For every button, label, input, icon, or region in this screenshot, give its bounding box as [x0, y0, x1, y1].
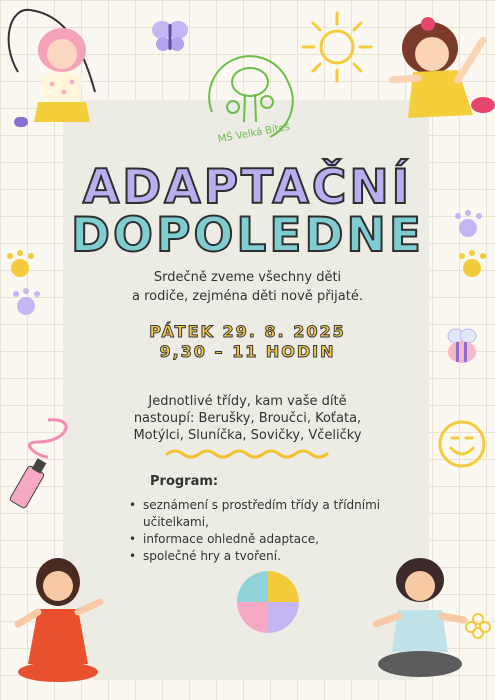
- classes-text: [80, 393, 415, 444]
- program-list: [129, 497, 409, 565]
- title-line1: ADAPTAČNÍ: [82, 160, 413, 215]
- smiley-icon: [436, 418, 488, 470]
- child-sitting-icon: [370, 552, 470, 692]
- title-line2: DOPOLEDNE: [71, 208, 424, 263]
- paint-handprints-icon: [4, 248, 52, 328]
- classes-line3: Motýlci, Sluníčka, Sovičky, Včeličky: [133, 428, 362, 443]
- invitation-line1: Srdečně zveme všechny děti: [153, 270, 342, 285]
- classes-line1: Jednotlivé třídy, kam vaše dítě: [148, 394, 347, 409]
- program-item: • seznámení s prostředím třídy a třídními učitelkami,: [129, 497, 409, 531]
- paint-handprints-right-icon: [448, 210, 493, 290]
- program-item: • informace ohledně adaptace,: [129, 531, 409, 548]
- girl-jump-rope-icon: [0, 2, 115, 137]
- event-datetime: [80, 322, 415, 362]
- logo-text: MŠ Velká Bíteš: [217, 121, 291, 146]
- event-time: 9,30 – 11 HODIN: [159, 342, 336, 361]
- bee-icon: [444, 326, 480, 366]
- beach-ball-icon: [234, 568, 302, 636]
- program-title: Program:: [150, 474, 219, 489]
- girl-waving-icon: [388, 10, 495, 125]
- butterfly-icon: [150, 18, 190, 54]
- flower-icon: [464, 612, 492, 640]
- program-item: • společné hry a tvoření.: [129, 548, 409, 565]
- girl-sitting-icon: [8, 554, 108, 688]
- marker-icon: [8, 412, 78, 512]
- event-date: PÁTEK 29. 8. 2025: [149, 322, 346, 341]
- invitation-text: [80, 268, 415, 306]
- classes-line2: nastoupí: Berušky, Broučci, Koťata,: [133, 411, 362, 426]
- invitation-line2: a rodiče, zejména děti nově přijaté.: [132, 289, 363, 304]
- wavy-divider-icon: [165, 447, 335, 461]
- sun-icon: [298, 8, 376, 86]
